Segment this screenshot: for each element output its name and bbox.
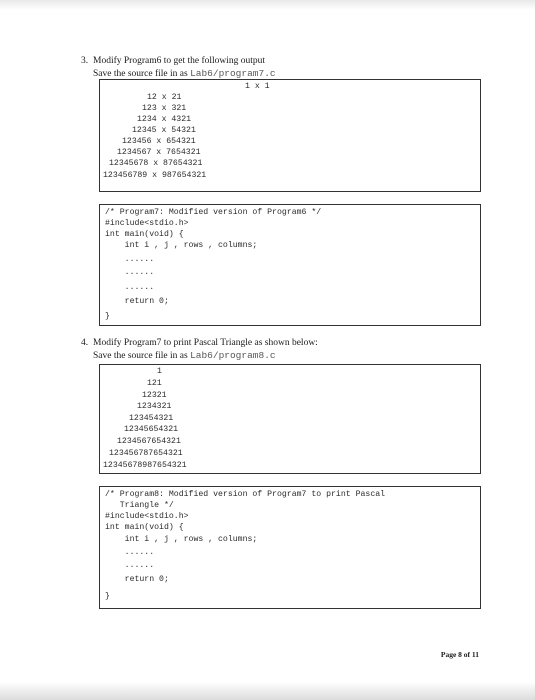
code-line: int i , j , rows , columns; (105, 535, 258, 544)
question-4-save-path: Lab6/program8.c (190, 350, 276, 361)
code-line: ...... (105, 268, 155, 277)
output-line: 12345654321 (124, 425, 179, 434)
output-line: 1234321 (137, 402, 172, 411)
question-4-heading (81, 338, 318, 349)
output-line: 123456787654321 (109, 449, 183, 458)
question-4-output-box (99, 364, 481, 474)
output-line: 1 (157, 367, 162, 376)
code-line: int main(void) { (105, 230, 184, 239)
code-line: return 0; (105, 297, 169, 306)
page-number-footer (441, 650, 479, 659)
output-line: 1234567654321 (117, 437, 181, 446)
question-3-heading (81, 56, 265, 67)
question-4-save-prefix: Save the source file in as (93, 351, 191, 361)
output-line: 12345 x 54321 (132, 126, 196, 135)
output-line: 1234567 x 7654321 (117, 148, 201, 157)
page-current: 8 (458, 650, 462, 659)
page-bottom-shade (0, 682, 535, 700)
code-line: ...... (105, 561, 155, 570)
code-line: } (105, 592, 110, 601)
question-4-save-instruction (93, 350, 276, 362)
code-line: return 0; (105, 575, 169, 584)
code-line: ...... (105, 283, 155, 292)
question-3-title: Modify Program6 to get the following output (93, 56, 266, 66)
output-line: 12321 (142, 391, 167, 400)
code-line: #include<stdio.h> (105, 219, 189, 228)
code-line: /* Program7: Modified version of Program6 */ (105, 208, 322, 217)
output-line: 121 (147, 379, 162, 388)
question-3-number: 3. (81, 56, 89, 66)
output-line: 1 x 1 (245, 82, 270, 91)
output-line: 12345678 x 87654321 (109, 159, 203, 168)
question-3-output-box (99, 79, 481, 192)
output-line: 123456789 x 987654321 (103, 171, 207, 180)
question-4-title: Modify Program7 to print Pascal Triangle as shown below: (93, 338, 318, 348)
output-line: 123454321 (129, 414, 174, 423)
output-line: 12 x 21 (147, 93, 182, 102)
code-line: int i , j , rows , columns; (105, 241, 258, 250)
page-total: 11 (471, 650, 479, 659)
code-line: Triangle */ (105, 501, 174, 510)
question-3-save-prefix: Save the source file in as (93, 69, 191, 79)
page-label: Page (440, 650, 457, 659)
question-3-save-path: Lab6/program7.c (190, 68, 276, 79)
page-of-label: of (463, 650, 471, 659)
code-line: } (105, 312, 110, 321)
code-line: #include<stdio.h> (105, 512, 189, 521)
code-line: ...... (105, 255, 155, 264)
output-line: 1234 x 4321 (137, 115, 192, 124)
question-4-number: 4. (81, 338, 89, 348)
output-line: 123 x 321 (142, 104, 187, 113)
page-top-shade (0, 0, 535, 10)
code-line: ...... (105, 548, 155, 557)
question-3-code-box (99, 204, 481, 326)
output-line: 12345678987654321 (103, 461, 187, 470)
code-line: /* Program8: Modified version of Program7 to print Pascal (105, 490, 386, 499)
code-line: int main(void) { (105, 523, 184, 532)
output-line: 123456 x 654321 (122, 137, 196, 146)
question-4-code-box (99, 486, 481, 609)
